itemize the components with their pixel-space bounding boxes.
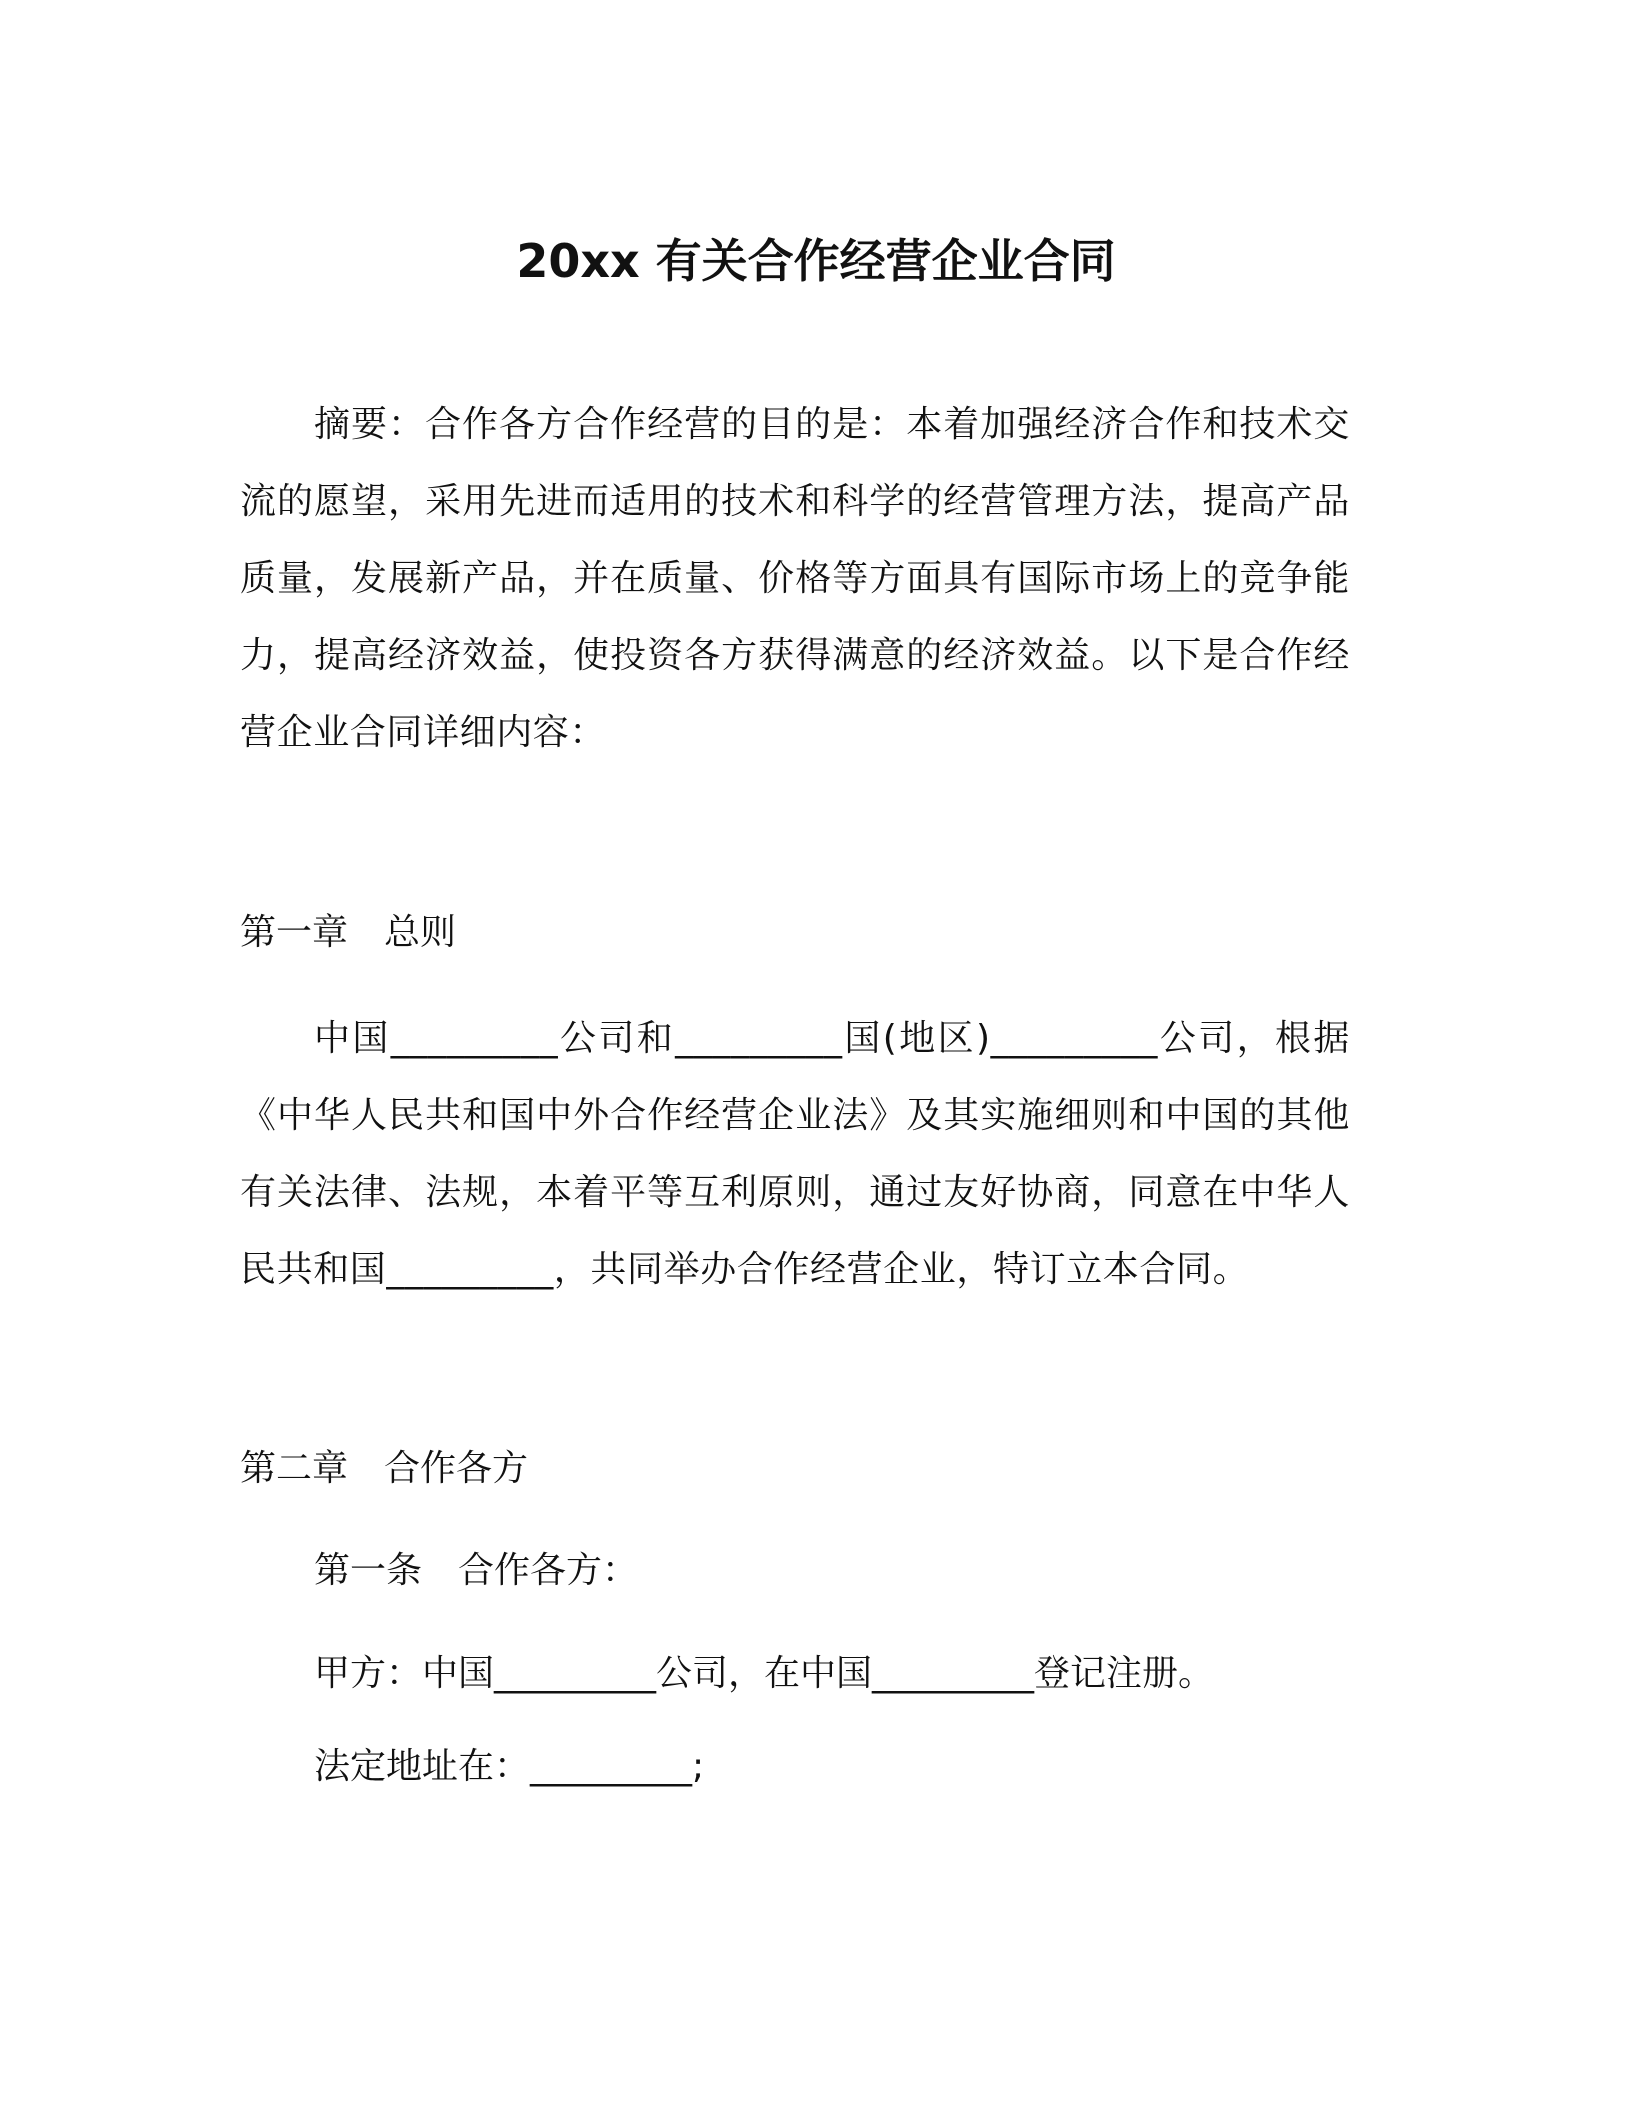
chapter-1-body: 中国_________公司和_________国(地区)_________公司，根据《中华人民共和国中外合作经营企业法》及其实施细则和中国的其他有关法律、法规，本着平等互利原则，通过友好协商，同意在中华人民共和国_________，共同举办合作经营企业，特订立本合同。 bbox=[240, 1018, 1350, 1290]
document-title: 20xx 有关合作经营企业合同 bbox=[516, 234, 1116, 288]
article-1-heading: 第一条 合作各方： bbox=[314, 1550, 639, 1591]
party-a-line: 甲方：中国_________公司，在中国_________登记注册。 bbox=[314, 1653, 1215, 1694]
chapter-2-heading: 第二章 合作各方 bbox=[240, 1448, 529, 1489]
chapter-1-heading: 第一章 总则 bbox=[240, 912, 457, 953]
legal-address-line: 法定地址在：_________; bbox=[314, 1746, 705, 1787]
abstract-paragraph: 摘要：合作各方合作经营的目的是：本着加强经济合作和技术交流的愿望，采用先进而适用的技术和科学的经营管理方法，提高产品质量，发展新产品，并在质量、价格等方面具有国际市场上的竞争能力，提高经济效益，使投资各方获得满意的经济效益。以下是合作经营企业合同详细内容： bbox=[240, 404, 1350, 753]
